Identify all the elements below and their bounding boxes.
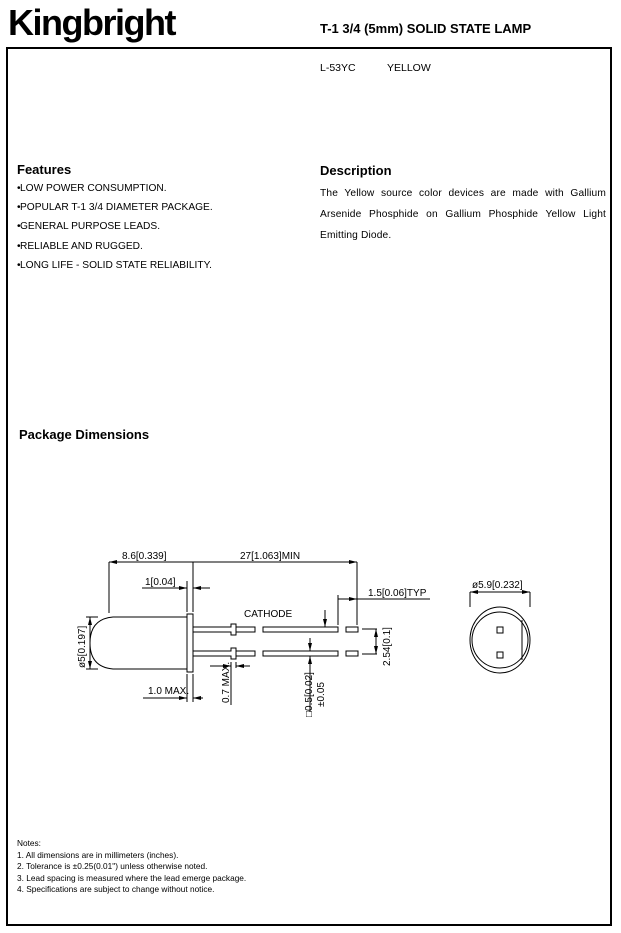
dim-diameter: ø5[0.197] [77, 625, 88, 668]
dim-lead-tolerance: ±0.05 [316, 682, 327, 707]
led-body-outline [90, 617, 187, 669]
dim-lead-square: □0.5[0.02] [304, 672, 315, 717]
list-item: •POPULAR T-1 3/4 DIAMETER PACKAGE. [17, 202, 213, 214]
package-dimensions-heading: Package Dimensions [19, 427, 150, 442]
datasheet-frame [6, 47, 612, 926]
bullet-icon: • [17, 183, 21, 194]
list-item: •GENERAL PURPOSE LEADS. [17, 221, 161, 233]
led-top-view-body [472, 612, 528, 668]
dim-lead-offset: 1.5[0.06]TYP [368, 588, 427, 599]
lead-lower [193, 648, 236, 659]
list-item: •LONG LIFE - SOLID STATE RELIABILITY. [17, 259, 212, 271]
dim-flange-max: 1.0 MAX. [148, 686, 190, 697]
notes [17, 838, 246, 896]
led-flange [187, 614, 193, 672]
list-item: 2. Tolerance is ±0.25(0.01") unless otherwise noted. [17, 861, 208, 871]
lead-square-upper [497, 627, 503, 633]
bullet-icon: • [17, 240, 21, 252]
list-item: 1. All dimensions are in millimeters (inches). [17, 849, 179, 860]
bullet-icon: • [17, 259, 21, 271]
dim-top-diameter: ø5.9[0.232] [472, 580, 523, 591]
notes-heading: Notes: [17, 838, 41, 848]
dim-spacing: 2.54[0.1] [382, 627, 393, 666]
cathode-label: CATHODE [244, 609, 293, 620]
list-item: 3. Lead spacing is measured where the lead emerge package. [17, 872, 247, 883]
bullet-icon: • [17, 202, 21, 214]
package-dimensions-drawing [0, 540, 621, 720]
part-number: L-53YC [320, 62, 356, 74]
dim-body-length: 8.6[0.339] [122, 551, 167, 562]
features-heading: Features [17, 162, 72, 177]
brand-logo: Kingbright [8, 2, 175, 43]
list-item: 4. Specifications are subject to change without notice. [17, 884, 215, 894]
dim-lead-length: 27[1.063]MIN [240, 551, 301, 562]
dim-flange: 1[0.04] [145, 577, 176, 588]
document-title: T-1 3/4 (5mm) SOLID STATE LAMP [320, 21, 532, 36]
description-heading: Description [320, 163, 392, 178]
list-item: •RELIABLE AND RUGGED. [17, 240, 143, 252]
part-color: YELLOW [387, 62, 431, 74]
features-list [17, 182, 213, 278]
lead-upper [193, 624, 236, 635]
led-top-view-rim [470, 607, 530, 673]
dim-gap-max: 0.7 MAX. [221, 661, 232, 703]
bullet-icon: • [17, 221, 21, 233]
list-item: •LOW POWER CONSUMPTION. [17, 183, 167, 194]
lead-square-lower [497, 652, 503, 658]
description-text: The Yellow source color devices are made with Gallium Arsenide Phosphide on Gallium Phosphide Yellow Light Emitting Diode. [320, 188, 606, 241]
